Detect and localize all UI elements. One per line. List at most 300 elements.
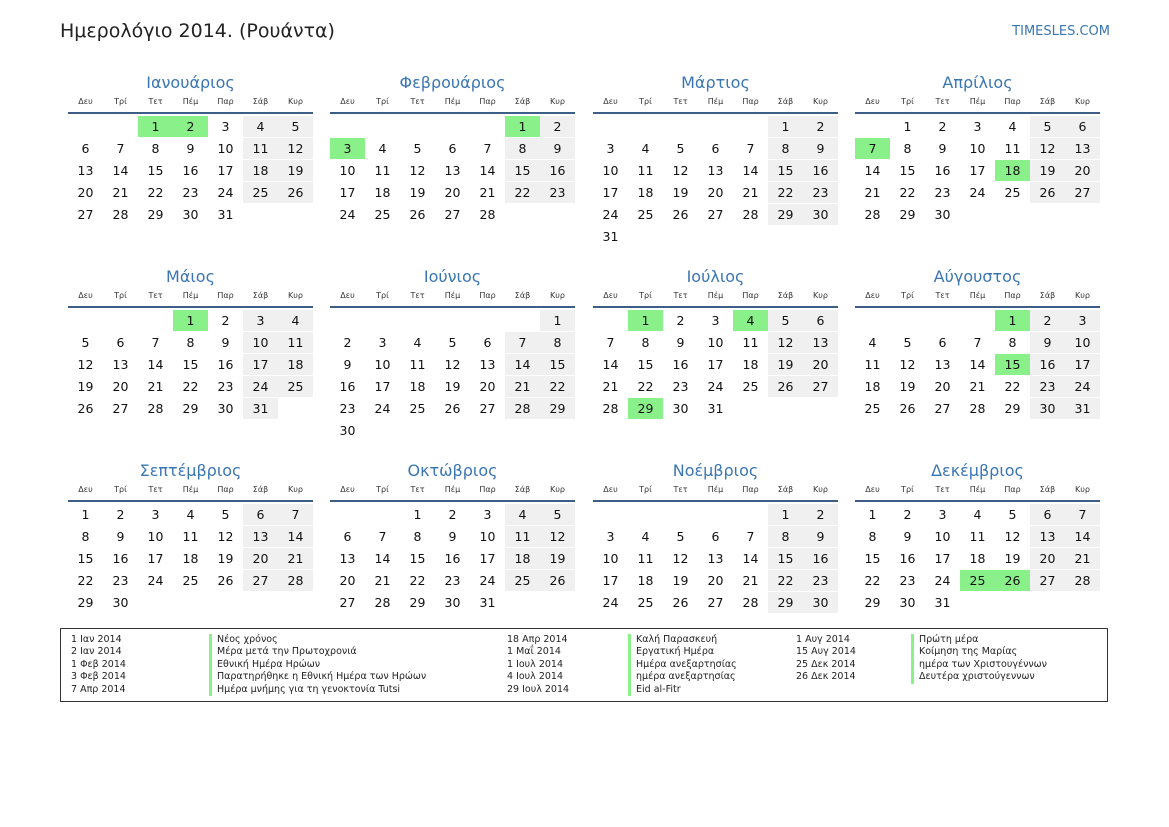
day-cell[interactable]: 5 [448,335,457,350]
weekend-day-cell[interactable]: 19 [278,160,313,181]
day-cell[interactable]: 20 [77,185,94,200]
day-cell[interactable]: 6 [116,335,125,350]
weekend-day-cell[interactable]: 12 [768,332,803,353]
weekend-day-cell[interactable]: 1 [768,504,803,525]
weekend-day-cell[interactable]: 26 [278,182,313,203]
weekend-day-cell[interactable]: 9 [803,526,838,547]
day-cell[interactable]: 20 [339,573,356,588]
weekend-day-cell[interactable]: 24 [1065,376,1100,397]
weekend-day-cell[interactable]: 27 [1030,570,1065,591]
day-cell[interactable]: 27 [112,401,129,416]
day-cell[interactable]: 8 [81,529,90,544]
holiday-day-cell[interactable]: 1 [505,116,540,137]
day-cell[interactable]: 11 [637,551,654,566]
day-cell[interactable]: 15 [409,551,426,566]
day-cell[interactable]: 24 [707,379,724,394]
weekend-day-cell[interactable]: 2 [1030,310,1065,331]
weekend-day-cell[interactable]: 9 [803,138,838,159]
weekend-day-cell[interactable]: 17 [1065,354,1100,375]
day-cell[interactable]: 13 [707,551,724,566]
day-cell[interactable]: 14 [864,163,881,178]
day-cell[interactable]: 4 [973,507,982,522]
weekend-day-cell[interactable]: 13 [803,332,838,353]
day-cell[interactable]: 21 [602,379,619,394]
day-cell[interactable]: 6 [343,529,352,544]
weekend-day-cell[interactable]: 19 [1030,160,1065,181]
day-cell[interactable]: 12 [899,357,916,372]
day-cell[interactable]: 7 [746,141,755,156]
day-cell[interactable]: 25 [864,401,881,416]
day-cell[interactable]: 15 [864,551,881,566]
day-cell[interactable]: 11 [182,529,199,544]
day-cell[interactable]: 30 [672,401,689,416]
day-cell[interactable]: 22 [637,379,654,394]
day-cell[interactable]: 10 [339,163,356,178]
day-cell[interactable]: 28 [864,207,881,222]
day-cell[interactable]: 14 [602,357,619,372]
day-cell[interactable]: 30 [934,207,951,222]
day-cell[interactable]: 16 [112,551,129,566]
day-cell[interactable]: 29 [1004,401,1021,416]
day-cell[interactable]: 23 [934,185,951,200]
day-cell[interactable]: 8 [413,529,422,544]
weekend-day-cell[interactable]: 11 [505,526,540,547]
day-cell[interactable]: 19 [444,379,461,394]
day-cell[interactable]: 17 [934,551,951,566]
weekend-day-cell[interactable]: 31 [1065,398,1100,419]
weekend-day-cell[interactable]: 11 [243,138,278,159]
day-cell[interactable]: 18 [742,357,759,372]
weekend-day-cell[interactable]: 5 [1030,116,1065,137]
weekend-day-cell[interactable]: 8 [768,138,803,159]
day-cell[interactable]: 4 [641,529,650,544]
weekend-day-cell[interactable]: 26 [1030,182,1065,203]
day-cell[interactable]: 24 [339,207,356,222]
day-cell[interactable]: 16 [899,551,916,566]
day-cell[interactable]: 25 [374,207,391,222]
day-cell[interactable]: 1 [413,507,422,522]
day-cell[interactable]: 22 [147,185,164,200]
day-cell[interactable]: 10 [969,141,986,156]
day-cell[interactable]: 19 [77,379,94,394]
holiday-day-cell[interactable]: 18 [995,160,1030,181]
day-cell[interactable]: 6 [711,141,720,156]
day-cell[interactable]: 18 [969,551,986,566]
day-cell[interactable]: 14 [479,163,496,178]
day-cell[interactable]: 14 [742,163,759,178]
day-cell[interactable]: 17 [147,551,164,566]
weekend-day-cell[interactable]: 18 [278,354,313,375]
day-cell[interactable]: 19 [409,185,426,200]
weekend-day-cell[interactable]: 1 [540,310,575,331]
day-cell[interactable]: 5 [81,335,90,350]
day-cell[interactable]: 2 [903,507,912,522]
weekend-day-cell[interactable]: 29 [540,398,575,419]
day-cell[interactable]: 21 [479,185,496,200]
day-cell[interactable]: 23 [672,379,689,394]
weekend-day-cell[interactable]: 9 [1030,332,1065,353]
weekend-day-cell[interactable]: 2 [803,504,838,525]
day-cell[interactable]: 14 [147,357,164,372]
weekend-day-cell[interactable]: 28 [1065,570,1100,591]
day-cell[interactable]: 6 [711,529,720,544]
day-cell[interactable]: 28 [479,207,496,222]
day-cell[interactable]: 5 [1008,507,1017,522]
weekend-day-cell[interactable]: 15 [505,160,540,181]
weekend-day-cell[interactable]: 30 [803,204,838,225]
day-cell[interactable]: 2 [343,335,352,350]
day-cell[interactable]: 28 [602,401,619,416]
day-cell[interactable]: 24 [147,573,164,588]
day-cell[interactable]: 27 [479,401,496,416]
day-cell[interactable]: 10 [147,529,164,544]
weekend-day-cell[interactable]: 28 [505,398,540,419]
day-cell[interactable]: 3 [606,529,615,544]
day-cell[interactable]: 10 [602,163,619,178]
weekend-day-cell[interactable]: 14 [1065,526,1100,547]
day-cell[interactable]: 10 [479,529,496,544]
day-cell[interactable]: 2 [938,119,947,134]
holiday-day-cell[interactable]: 1 [995,310,1030,331]
day-cell[interactable]: 11 [637,163,654,178]
day-cell[interactable]: 29 [147,207,164,222]
weekend-day-cell[interactable]: 30 [803,592,838,613]
day-cell[interactable]: 16 [444,551,461,566]
day-cell[interactable]: 17 [602,573,619,588]
weekend-day-cell[interactable]: 19 [768,354,803,375]
day-cell[interactable]: 11 [374,163,391,178]
day-cell[interactable]: 7 [483,141,492,156]
day-cell[interactable]: 24 [479,573,496,588]
day-cell[interactable]: 2 [448,507,457,522]
day-cell[interactable]: 16 [217,357,234,372]
day-cell[interactable]: 14 [742,551,759,566]
day-cell[interactable]: 18 [637,185,654,200]
weekend-day-cell[interactable]: 5 [540,504,575,525]
day-cell[interactable]: 9 [343,357,352,372]
day-cell[interactable]: 4 [868,335,877,350]
weekend-day-cell[interactable]: 15 [768,160,803,181]
day-cell[interactable]: 11 [864,357,881,372]
day-cell[interactable]: 7 [378,529,387,544]
day-cell[interactable]: 22 [409,573,426,588]
day-cell[interactable]: 3 [378,335,387,350]
day-cell[interactable]: 2 [116,507,125,522]
day-cell[interactable]: 17 [602,185,619,200]
holiday-day-cell[interactable]: 1 [173,310,208,331]
day-cell[interactable]: 19 [672,573,689,588]
weekend-day-cell[interactable]: 7 [505,332,540,353]
weekend-day-cell[interactable]: 27 [803,376,838,397]
day-cell[interactable]: 4 [1008,119,1017,134]
day-cell[interactable]: 28 [742,207,759,222]
day-cell[interactable]: 26 [672,595,689,610]
weekend-day-cell[interactable]: 3 [243,310,278,331]
day-cell[interactable]: 24 [969,185,986,200]
day-cell[interactable]: 27 [444,207,461,222]
day-cell[interactable]: 12 [409,163,426,178]
day-cell[interactable]: 17 [707,357,724,372]
day-cell[interactable]: 6 [483,335,492,350]
day-cell[interactable]: 9 [448,529,457,544]
day-cell[interactable]: 9 [676,335,685,350]
day-cell[interactable]: 12 [672,163,689,178]
day-cell[interactable]: 1 [81,507,90,522]
day-cell[interactable]: 20 [707,573,724,588]
weekend-day-cell[interactable]: 25 [505,570,540,591]
weekend-day-cell[interactable]: 27 [243,570,278,591]
weekend-day-cell[interactable]: 20 [243,548,278,569]
day-cell[interactable]: 4 [186,507,195,522]
weekend-day-cell[interactable]: 29 [768,204,803,225]
day-cell[interactable]: 3 [483,507,492,522]
day-cell[interactable]: 4 [378,141,387,156]
day-cell[interactable]: 15 [147,163,164,178]
holiday-day-cell[interactable]: 1 [628,310,663,331]
day-cell[interactable]: 28 [374,595,391,610]
day-cell[interactable]: 13 [112,357,129,372]
day-cell[interactable]: 25 [637,207,654,222]
weekend-day-cell[interactable]: 5 [278,116,313,137]
weekend-day-cell[interactable]: 23 [540,182,575,203]
day-cell[interactable]: 11 [409,357,426,372]
weekend-day-cell[interactable]: 13 [1030,526,1065,547]
day-cell[interactable]: 29 [864,595,881,610]
weekend-day-cell[interactable]: 15 [540,354,575,375]
day-cell[interactable]: 6 [448,141,457,156]
day-cell[interactable]: 26 [217,573,234,588]
day-cell[interactable]: 22 [182,379,199,394]
weekend-day-cell[interactable]: 16 [1030,354,1065,375]
weekend-day-cell[interactable]: 16 [803,160,838,181]
weekend-day-cell[interactable]: 24 [243,376,278,397]
weekend-day-cell[interactable]: 21 [278,548,313,569]
weekend-day-cell[interactable]: 19 [540,548,575,569]
day-cell[interactable]: 18 [374,185,391,200]
weekend-day-cell[interactable]: 12 [1030,138,1065,159]
day-cell[interactable]: 4 [413,335,422,350]
holiday-day-cell[interactable]: 2 [173,116,208,137]
day-cell[interactable]: 30 [112,595,129,610]
weekend-day-cell[interactable]: 4 [278,310,313,331]
day-cell[interactable]: 30 [182,207,199,222]
day-cell[interactable]: 15 [77,551,94,566]
day-cell[interactable]: 21 [374,573,391,588]
weekend-day-cell[interactable]: 23 [803,570,838,591]
day-cell[interactable]: 26 [77,401,94,416]
day-cell[interactable]: 3 [151,507,160,522]
weekend-day-cell[interactable]: 13 [1065,138,1100,159]
day-cell[interactable]: 3 [606,141,615,156]
day-cell[interactable]: 21 [742,573,759,588]
day-cell[interactable]: 8 [903,141,912,156]
day-cell[interactable]: 7 [606,335,615,350]
day-cell[interactable]: 4 [641,141,650,156]
day-cell[interactable]: 14 [112,163,129,178]
day-cell[interactable]: 28 [742,595,759,610]
day-cell[interactable]: 31 [602,229,619,244]
weekend-day-cell[interactable]: 8 [505,138,540,159]
day-cell[interactable]: 7 [116,141,125,156]
day-cell[interactable]: 30 [899,595,916,610]
day-cell[interactable]: 13 [934,357,951,372]
day-cell[interactable]: 7 [973,335,982,350]
day-cell[interactable]: 13 [444,163,461,178]
weekend-day-cell[interactable]: 29 [768,592,803,613]
weekend-day-cell[interactable]: 10 [1065,332,1100,353]
day-cell[interactable]: 23 [899,573,916,588]
weekend-day-cell[interactable]: 20 [803,354,838,375]
day-cell[interactable]: 10 [707,335,724,350]
day-cell[interactable]: 19 [899,379,916,394]
day-cell[interactable]: 12 [444,357,461,372]
day-cell[interactable]: 17 [479,551,496,566]
day-cell[interactable]: 28 [969,401,986,416]
weekend-day-cell[interactable]: 12 [540,526,575,547]
day-cell[interactable]: 22 [864,573,881,588]
day-cell[interactable]: 9 [938,141,947,156]
holiday-day-cell[interactable]: 26 [995,570,1030,591]
day-cell[interactable]: 24 [374,401,391,416]
day-cell[interactable]: 11 [1004,141,1021,156]
day-cell[interactable]: 24 [217,185,234,200]
day-cell[interactable]: 17 [969,163,986,178]
weekend-day-cell[interactable]: 25 [278,376,313,397]
weekend-day-cell[interactable]: 11 [278,332,313,353]
day-cell[interactable]: 20 [479,379,496,394]
weekend-day-cell[interactable]: 6 [803,310,838,331]
day-cell[interactable]: 19 [1004,551,1021,566]
weekend-day-cell[interactable]: 14 [278,526,313,547]
day-cell[interactable]: 16 [672,357,689,372]
day-cell[interactable]: 23 [182,185,199,200]
weekend-day-cell[interactable]: 9 [540,138,575,159]
day-cell[interactable]: 31 [217,207,234,222]
day-cell[interactable]: 3 [221,119,230,134]
weekend-day-cell[interactable]: 2 [540,116,575,137]
day-cell[interactable]: 6 [938,335,947,350]
day-cell[interactable]: 17 [339,185,356,200]
weekend-day-cell[interactable]: 27 [1065,182,1100,203]
day-cell[interactable]: 20 [707,185,724,200]
day-cell[interactable]: 19 [217,551,234,566]
day-cell[interactable]: 29 [899,207,916,222]
weekend-day-cell[interactable]: 30 [1030,398,1065,419]
day-cell[interactable]: 30 [217,401,234,416]
weekend-day-cell[interactable]: 16 [540,160,575,181]
day-cell[interactable]: 31 [707,401,724,416]
day-cell[interactable]: 14 [374,551,391,566]
weekend-day-cell[interactable]: 5 [768,310,803,331]
day-cell[interactable]: 27 [707,207,724,222]
day-cell[interactable]: 27 [339,595,356,610]
day-cell[interactable]: 6 [81,141,90,156]
weekend-day-cell[interactable]: 22 [505,182,540,203]
day-cell[interactable]: 5 [903,335,912,350]
day-cell[interactable]: 26 [672,207,689,222]
weekend-day-cell[interactable]: 6 [1030,504,1065,525]
day-cell[interactable]: 27 [77,207,94,222]
day-cell[interactable]: 12 [217,529,234,544]
weekend-day-cell[interactable]: 28 [278,570,313,591]
day-cell[interactable]: 26 [409,207,426,222]
day-cell[interactable]: 15 [637,357,654,372]
day-cell[interactable]: 27 [934,401,951,416]
day-cell[interactable]: 8 [186,335,195,350]
day-cell[interactable]: 26 [444,401,461,416]
weekend-day-cell[interactable]: 14 [505,354,540,375]
day-cell[interactable]: 23 [444,573,461,588]
day-cell[interactable]: 3 [973,119,982,134]
weekend-day-cell[interactable]: 22 [768,182,803,203]
holiday-day-cell[interactable]: 1 [138,116,173,137]
weekend-day-cell[interactable]: 21 [1065,548,1100,569]
day-cell[interactable]: 10 [374,357,391,372]
day-cell[interactable]: 8 [641,335,650,350]
day-cell[interactable]: 20 [934,379,951,394]
day-cell[interactable]: 15 [182,357,199,372]
holiday-day-cell[interactable]: 3 [330,138,365,159]
day-cell[interactable]: 18 [182,551,199,566]
day-cell[interactable]: 16 [934,163,951,178]
weekend-day-cell[interactable]: 17 [243,354,278,375]
day-cell[interactable]: 24 [602,595,619,610]
weekend-day-cell[interactable]: 3 [1065,310,1100,331]
day-cell[interactable]: 21 [147,379,164,394]
weekend-day-cell[interactable]: 15 [768,548,803,569]
day-cell[interactable]: 21 [969,379,986,394]
weekend-day-cell[interactable]: 26 [540,570,575,591]
day-cell[interactable]: 9 [186,141,195,156]
weekend-day-cell[interactable]: 7 [1065,504,1100,525]
weekend-day-cell[interactable]: 13 [243,526,278,547]
day-cell[interactable]: 18 [637,573,654,588]
day-cell[interactable]: 2 [676,313,685,328]
day-cell[interactable]: 9 [116,529,125,544]
day-cell[interactable]: 8 [151,141,160,156]
holiday-day-cell[interactable]: 29 [628,398,663,419]
day-cell[interactable]: 13 [707,163,724,178]
day-cell[interactable]: 10 [602,551,619,566]
day-cell[interactable]: 10 [217,141,234,156]
day-cell[interactable]: 24 [934,573,951,588]
day-cell[interactable]: 15 [899,163,916,178]
weekend-day-cell[interactable]: 12 [278,138,313,159]
day-cell[interactable]: 16 [182,163,199,178]
day-cell[interactable]: 25 [182,573,199,588]
day-cell[interactable]: 13 [77,163,94,178]
day-cell[interactable]: 25 [637,595,654,610]
day-cell[interactable]: 20 [112,379,129,394]
holiday-day-cell[interactable]: 4 [733,310,768,331]
weekend-day-cell[interactable]: 22 [540,376,575,397]
day-cell[interactable]: 11 [742,335,759,350]
day-cell[interactable]: 10 [934,529,951,544]
day-cell[interactable]: 11 [969,529,986,544]
weekend-day-cell[interactable]: 6 [1065,116,1100,137]
day-cell[interactable]: 25 [409,401,426,416]
day-cell[interactable]: 23 [217,379,234,394]
weekend-day-cell[interactable]: 23 [803,182,838,203]
day-cell[interactable]: 18 [864,379,881,394]
day-cell[interactable]: 8 [868,529,877,544]
day-cell[interactable]: 7 [151,335,160,350]
day-cell[interactable]: 25 [1004,185,1021,200]
day-cell[interactable]: 21 [742,185,759,200]
weekend-day-cell[interactable]: 16 [803,548,838,569]
weekend-day-cell[interactable]: 20 [1065,160,1100,181]
day-cell[interactable]: 20 [444,185,461,200]
